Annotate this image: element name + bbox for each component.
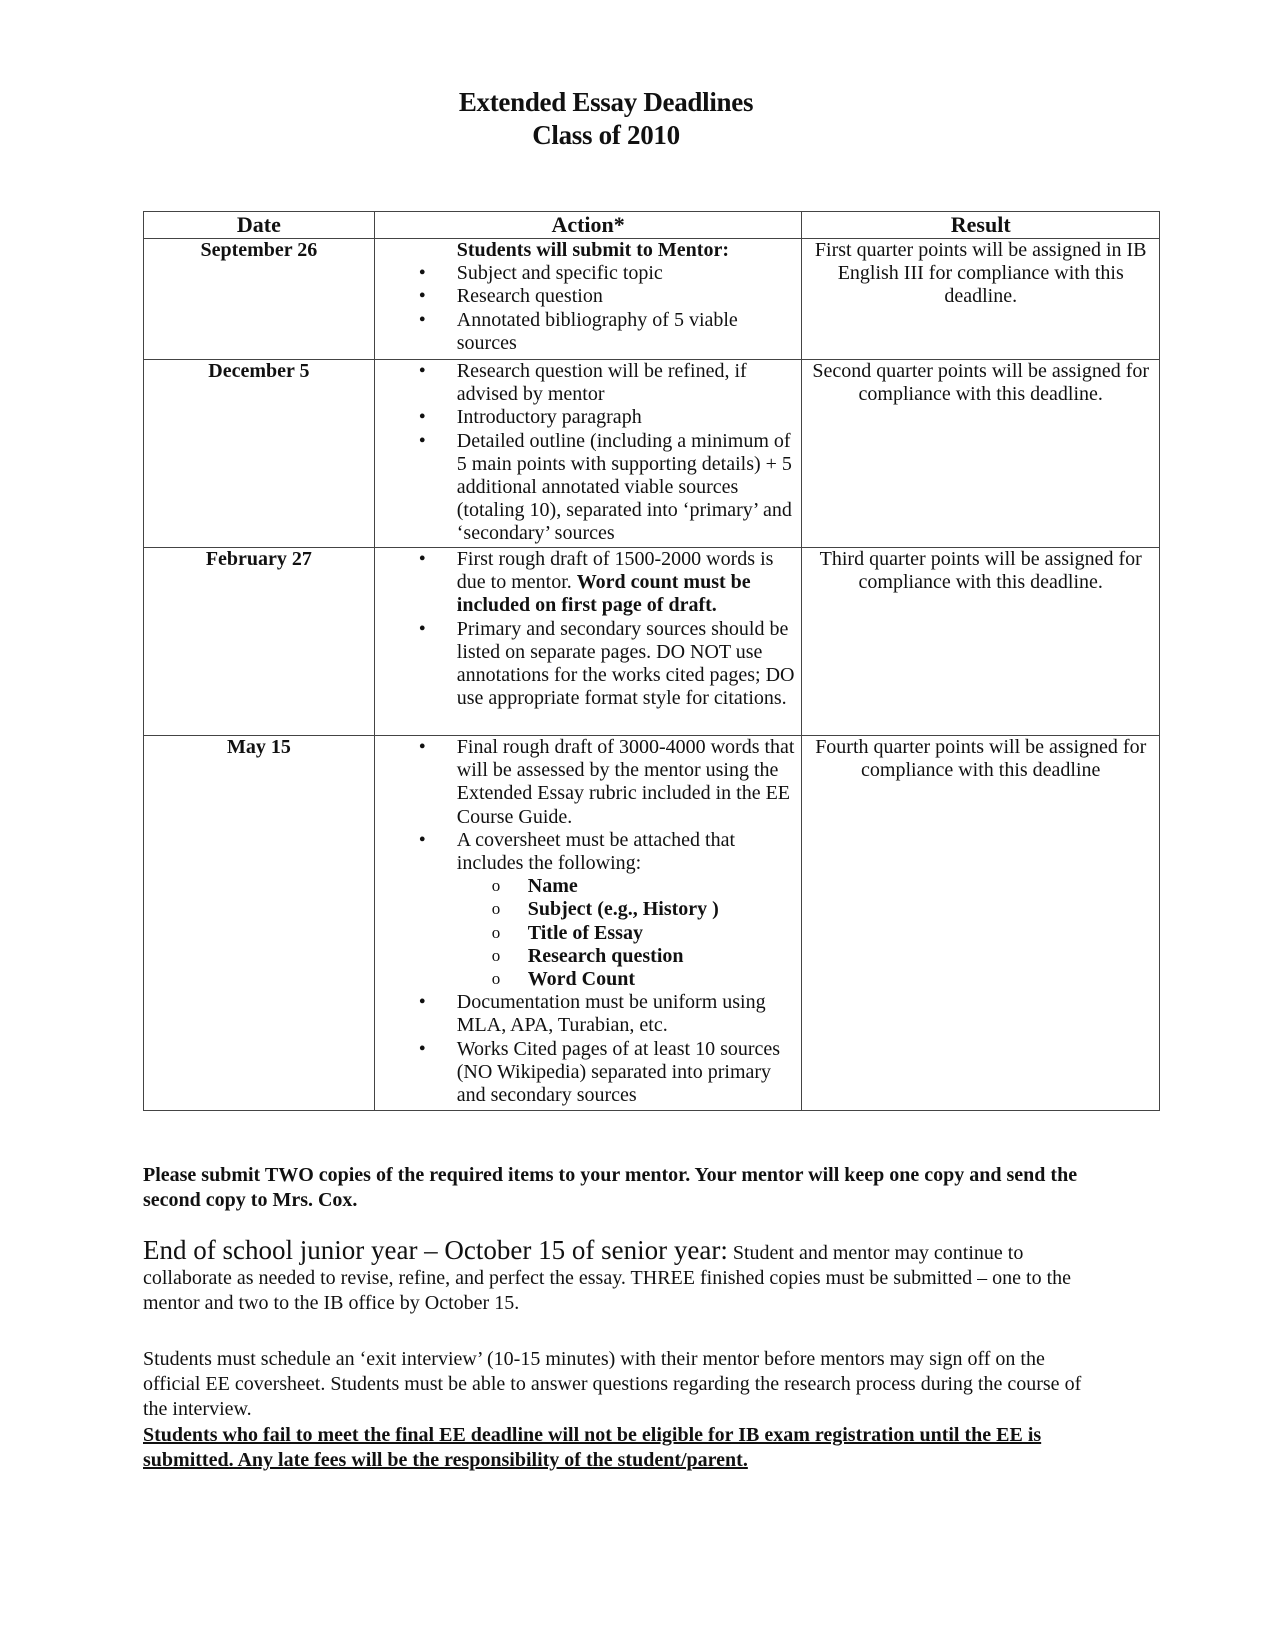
list-item: • Annotated bibliography of 5 viable sources — [375, 309, 802, 355]
result-cell: Fourth quarter points will be assigned for compliance with this deadline — [802, 736, 1160, 1111]
sub-list-item: o Word Count — [375, 968, 802, 991]
list-item-text: First rough draft of 1500-2000 words is due to mentor. — [456, 548, 774, 594]
list-item: • Subject and specific topic — [375, 262, 802, 285]
action-cell — [374, 736, 802, 1111]
column-header-result: Result — [802, 212, 1160, 239]
list-item: • Detailed outline (including a minimum of 5 main points with supporting details) + 5 additional annotated viable sources (totaling 10), separated into ‘primary’ and ‘secondary’ sources — [375, 430, 802, 546]
list-item: • Introductory paragraph — [375, 406, 802, 429]
list-item: • Primary and secondary sources should be listed on separate pages. DO NOT use annotations for the works cited pages; DO use appropriate format style for citations. — [375, 618, 802, 711]
exit-interview-note: Students must schedule an ‘exit interview’ (10-15 minutes) with their mentor before mentors may sign off on the official EE coversheet. Students must be able to answer questions regarding the research process during the course of the interview. — [143, 1348, 1082, 1420]
sub-list-item: o Name — [375, 875, 802, 898]
list-item — [375, 548, 802, 618]
list-item-emphasis: Word count must be included on first page of draft. — [456, 571, 751, 617]
list-item-text: A coversheet must be attached that includes the following: — [456, 828, 735, 875]
list-item: • Final rough draft of 3000-4000 words that will be assessed by the mentor using the Extended Essay rubric included in the EE Course Guide. — [375, 736, 802, 829]
document-header — [0, 86, 1212, 152]
action-heading: Students will submit to Mentor: — [456, 239, 729, 261]
result-cell: Third quarter points will be assigned for compliance with this deadline. — [802, 548, 1160, 736]
list-item: • Research question will be refined, if advised by mentor — [375, 360, 802, 406]
sub-list-item: o Research question — [375, 945, 802, 968]
list-item: • Research question — [375, 285, 802, 308]
action-cell — [374, 548, 802, 736]
final-deadline-body: Student and mentor may continue to collaborate as needed to revise, refine, and perfect the essay. THREE finished copies must be submitted – one to the mentor and two to the IB office by October 15. — [143, 1242, 1072, 1314]
table-row — [144, 736, 1160, 1111]
deadlines-table — [143, 211, 1160, 1111]
column-header-action: Action* — [374, 212, 802, 239]
coversheet-list — [457, 875, 802, 991]
table-row — [144, 239, 1160, 360]
document-subtitle: Class of 2010 — [532, 120, 680, 150]
final-deadline-note — [143, 1235, 1083, 1316]
date-cell: February 27 — [144, 548, 375, 736]
action-list — [375, 360, 802, 546]
sub-list-item: o Title of Essay — [375, 922, 802, 945]
list-item: • Documentation must be uniform using MLA, APA, Turabian, etc. — [375, 991, 802, 1037]
late-warning-note: Students who fail to meet the final EE deadline will not be eligible for IB exam registration until the EE is submitted. Any late fees will be the responsibility of the student/parent. — [143, 1424, 1042, 1471]
table-row — [144, 548, 1160, 736]
action-cell — [374, 360, 802, 548]
final-deadline-lead: End of school junior year – October 15 of senior year: — [143, 1235, 728, 1265]
action-list — [375, 736, 802, 1107]
date-cell: May 15 — [144, 736, 375, 1111]
result-cell: First quarter points will be assigned in IB English III for compliance with this deadline. — [802, 239, 1160, 360]
list-item — [375, 829, 802, 991]
document-title: Extended Essay Deadlines — [458, 87, 754, 117]
list-item: • Works Cited pages of at least 10 sources (NO Wikipedia) separated into primary and secondary sources — [375, 1038, 802, 1108]
column-header-date: Date — [144, 212, 375, 239]
submit-copies-note: Please submit TWO copies of the required items to your mentor. Your mentor will keep one copy and send the second copy to Mrs. Cox. — [143, 1164, 1078, 1211]
table-row — [144, 360, 1160, 548]
table-header-row — [144, 212, 1160, 239]
date-cell: September 26 — [144, 239, 375, 360]
sub-list-item: o Subject (e.g., History ) — [375, 898, 802, 921]
action-list — [375, 262, 802, 355]
action-list — [375, 548, 802, 710]
action-cell — [374, 239, 802, 360]
result-cell: Second quarter points will be assigned for compliance with this deadline. — [802, 360, 1160, 548]
date-cell: December 5 — [144, 360, 375, 548]
